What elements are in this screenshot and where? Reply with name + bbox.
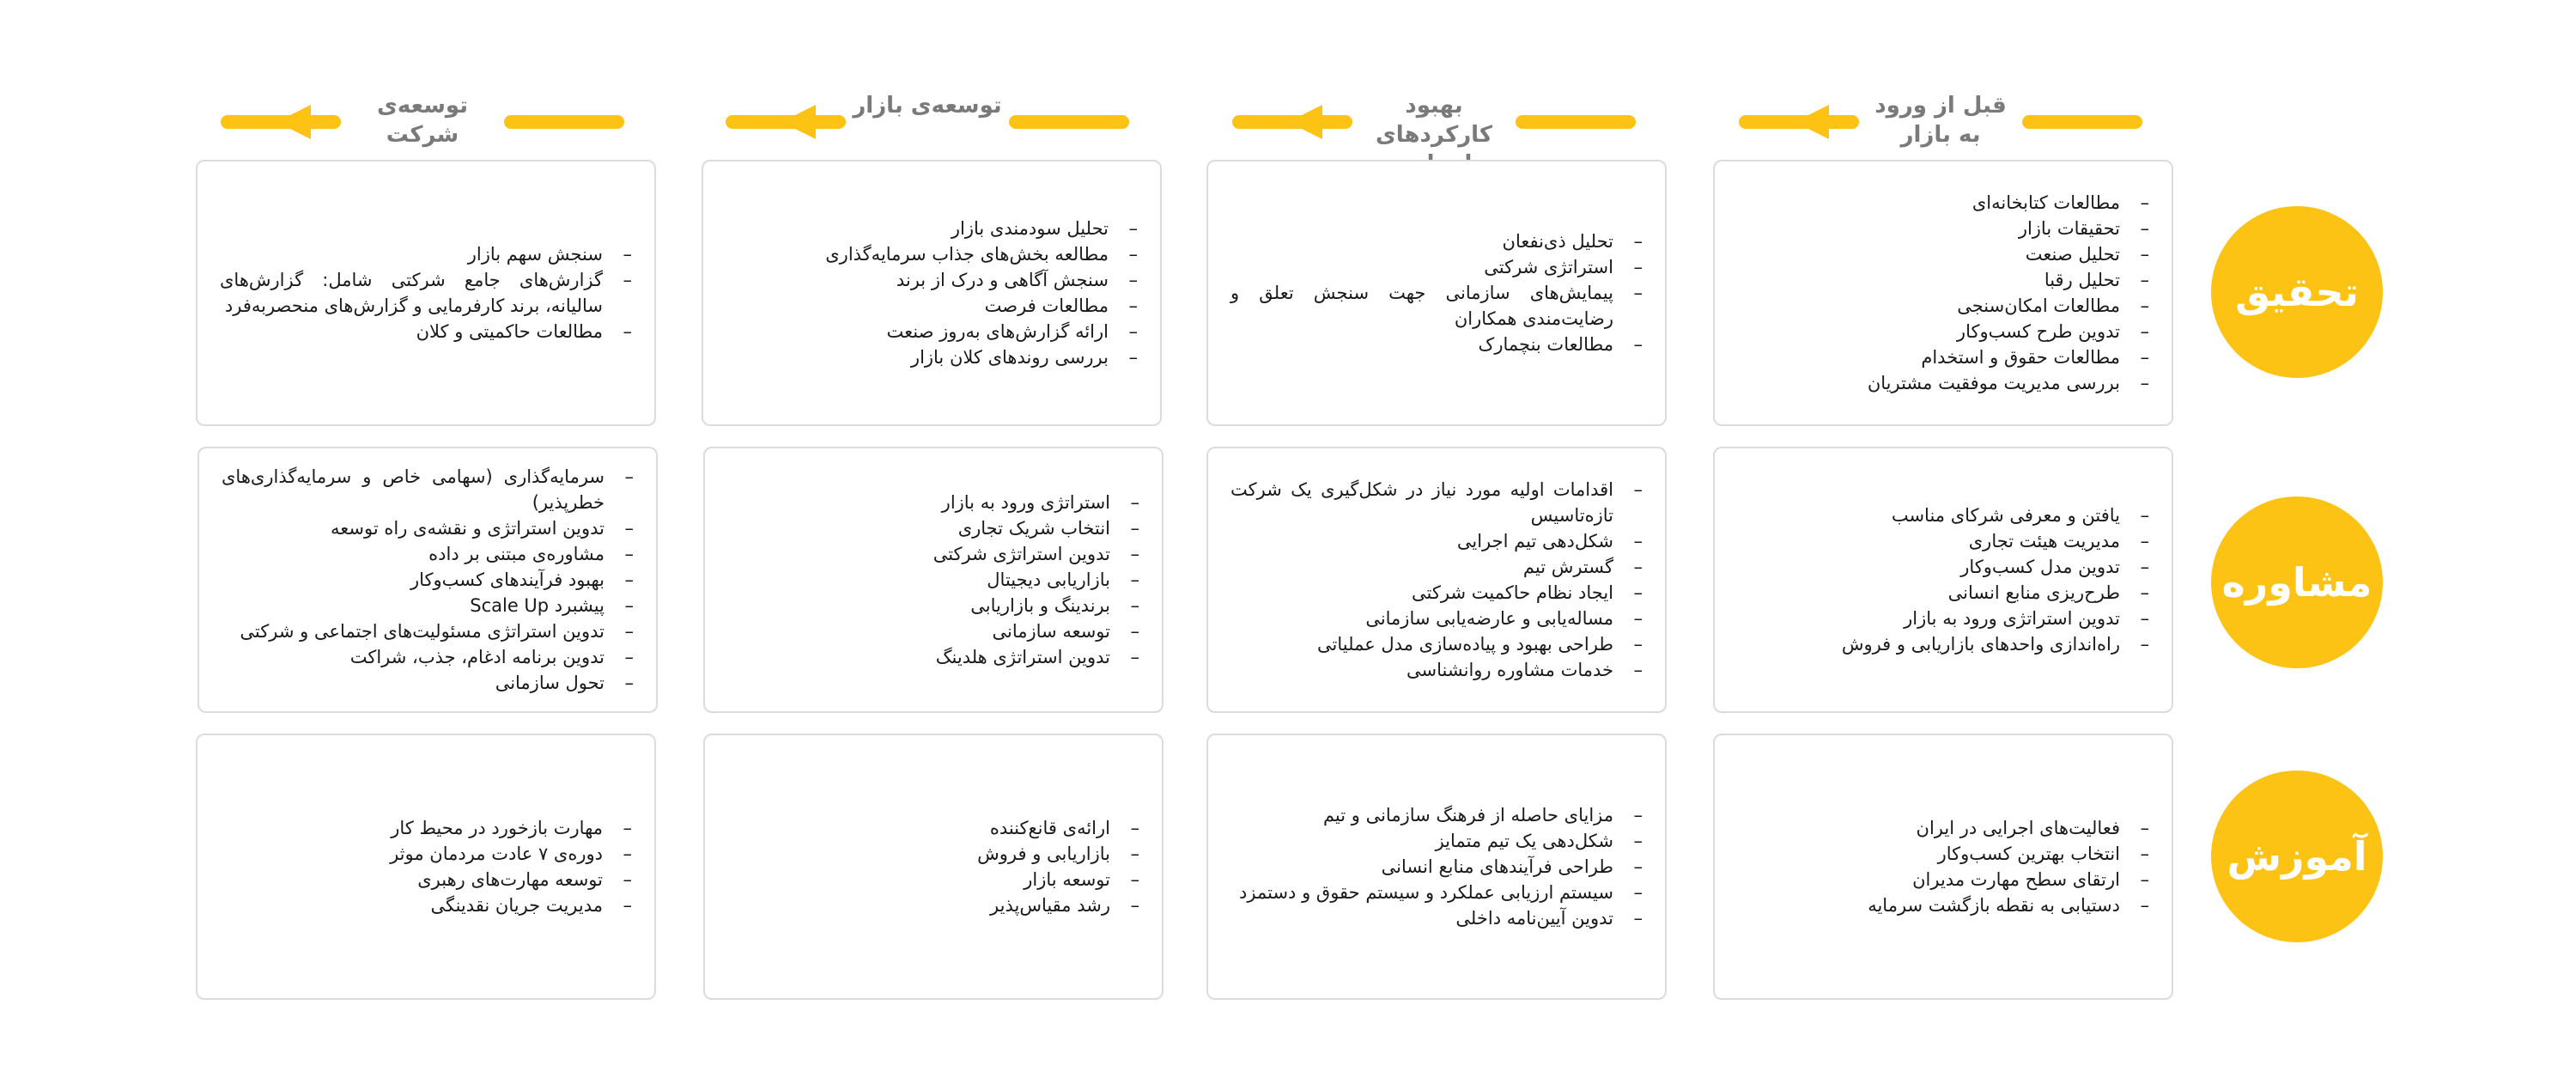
card-training-company-dev [196,734,656,1000]
item-list [1230,477,1643,683]
arrow-left-icon [781,105,816,139]
item-list [1737,503,2149,657]
card-consulting-market-dev [703,447,1163,713]
list-item: – تحلیل صنعت [1737,241,2149,267]
column-header-market-dev [713,86,1142,155]
list-item: – مطالعات امکان‌سنجی [1737,293,2149,319]
list-item: – تحلیل سودمندی بازار [726,216,1138,241]
item-list [1230,802,1643,931]
row-label-research: تحقیق [2211,206,2383,378]
card-research-operations [1206,160,1667,426]
list-item: – مدیریت جریان نقدینگی [220,892,632,918]
card-research-company-dev [196,160,656,426]
list-item: – پیشبرد Scale Up [222,593,634,618]
card-training-pre-market [1713,734,2173,1000]
column-title: توسعه‌ی شرکت [377,93,468,148]
list-item: – فعالیت‌های اجرایی در ایران [1737,815,2149,841]
list-item: – توسعه بازار [727,867,1139,892]
list-item: – مطالعات فرصت [726,293,1138,319]
list-item: – شکل‌دهی یک تیم متمایز [1230,828,1643,854]
arrow-tail [1009,115,1129,129]
list-item: – تدوین استراتژی هلدینگ [727,644,1139,670]
column-header-pre-market [1726,86,2155,155]
card-consulting-pre-market [1713,447,2173,713]
list-item: – دوره‌ی ۷ عادت مردمان موثر [220,841,632,867]
row-label-training: آموزش [2211,771,2383,942]
list-item: – پیمایش‌های سازمانی جهت سنجش تعلق و رضایت‌مندی همکاران [1230,280,1643,332]
item-list [220,241,632,344]
list-item: – بررسی روندهای کلان بازار [726,344,1138,370]
list-item: – تدوین استراتژی و نقشه‌ی راه توسعه [222,515,634,541]
column-title: بهبود کارکردهای [1375,93,1493,148]
list-item: – توسعه مهارت‌های رهبری [220,867,632,892]
list-item: – مشاوره‌ی مبتنی بر داده [222,541,634,567]
item-list [220,815,632,918]
list-item: – تدوین مدل کسب‌وکار [1737,554,2149,580]
card-consulting-company-dev [197,447,658,713]
list-item: – رشد مقیاس‌پذیر [727,892,1139,918]
item-list [727,815,1139,918]
list-item: – مزایای حاصله از فرهنگ سازمانی و تیم [1230,802,1643,828]
list-item: – ایجاد نظام حاکمیت شرکتی [1230,580,1643,606]
list-item: – مطالعات حاکمیتی و کلان [220,319,632,344]
list-item: – طرح‌ریزی منابع انسانی [1737,580,2149,606]
list-item: – تدوین طرح کسب‌وکار [1737,319,2149,344]
card-research-pre-market [1713,160,2173,426]
arrow-tail [2022,115,2142,129]
list-item: – تدوین استراتژی شرکتی [727,541,1139,567]
list-item: – مدیریت هیئت تجاری [1737,528,2149,554]
item-list [726,216,1138,370]
list-item: – بازاریابی دیجیتال [727,567,1139,593]
list-item: – بهبود فرآیندهای کسب‌وکار [222,567,634,593]
list-item: – گزارش‌های جامع شرکتی شامل: گزارش‌های سالیانه، برند کارفرمایی و گزارش‌های منحصربه‌فرد [220,267,632,319]
list-item: – استراتژی شرکتی [1230,254,1643,280]
row-label-consulting: مشاوره [2211,496,2383,668]
list-item: – ارتقای سطح مهارت مدیران [1737,867,2149,892]
list-item: – ارائه‌ی قانع‌کننده [727,815,1139,841]
card-consulting-operations [1206,447,1667,713]
arrow-left-icon [1288,105,1322,139]
list-item: – تدوین استراتژی ورود به بازار [1737,606,2149,631]
list-item: – سرمایه‌گذاری (سهامی خاص و سرمایه‌گذاری‌های خطرپذیر) [222,464,634,515]
item-list [222,464,634,696]
column-header-company-dev [208,86,637,155]
list-item: – مطالعه بخش‌های جذاب سرمایه‌گذاری [726,241,1138,267]
list-item: – تدوین برنامه ادغام، جذب، شراکت [222,644,634,670]
arrow-tail [504,115,624,129]
list-item: – مطالعات بنچمارک [1230,332,1643,357]
list-item: – طراحی فرآیندهای منابع انسانی [1230,854,1643,880]
list-item: – شکل‌دهی تیم اجرایی [1230,528,1643,554]
list-item: – سنجش آگاهی و درک از برند [726,267,1138,293]
arrow-left-icon [276,105,311,139]
list-item: – تحلیل ذی‌نفعان [1230,228,1643,254]
item-list [727,490,1139,670]
arrow-left-icon [1795,105,1829,139]
list-item: – سنجش سهم بازار [220,241,632,267]
list-item: – مطالعات حقوق و استخدام [1737,344,2149,370]
list-item: – اقدامات اولیه مورد نیاز در شکل‌گیری یک شرکت تازه‌تاسیس [1230,477,1643,528]
list-item: – طراحی بهبود و پیاده‌سازی مدل عملیاتی [1230,631,1643,657]
list-item: – مهارت بازخورد در محیط کار [220,815,632,841]
list-item: – انتخاب شریک تجاری [727,515,1139,541]
card-research-market-dev [702,160,1162,426]
item-list [1737,815,2149,918]
item-list [1230,228,1643,357]
list-item: – مطالعات کتابخانه‌ای [1737,190,2149,216]
list-item: – بازاریابی و فروش [727,841,1139,867]
list-item: – گسترش تیم [1230,554,1643,580]
card-training-operations [1206,734,1667,1000]
column-title: توسعه‌ی بازار [853,93,1002,119]
column-header-operations [1219,86,1649,155]
list-item: – تحقیقات بازار [1737,216,2149,241]
list-item: – توسعه سازمانی [727,618,1139,644]
list-item: – سیستم ارزیابی عملکرد و سیستم حقوق و دستمزد [1230,880,1643,905]
list-item: – خدمات مشاوره روانشناسی [1230,657,1643,683]
list-item: – تحول سازمانی [222,670,634,696]
item-list [1737,190,2149,396]
list-item: – استراتژی ورود به بازار [727,490,1139,515]
list-item: – تدوین استراتژی مسئولیت‌های اجتماعی و شرکتی [222,618,634,644]
column-title: قبل از ورود به بازار [1874,93,2007,148]
list-item: – بررسی مدیریت موفقیت مشتریان [1737,370,2149,396]
list-item: – تحلیل رقبا [1737,267,2149,293]
card-training-market-dev [703,734,1163,1000]
list-item: – مساله‌یابی و عارضه‌یابی سازمانی [1230,606,1643,631]
list-item: – ارائه گزارش‌های به‌روز صنعت [726,319,1138,344]
list-item: – یافتن و معرفی شرکای مناسب [1737,503,2149,528]
list-item: – انتخاب بهترین کسب‌وکار [1737,841,2149,867]
list-item: – دستیابی به نقطه بازگشت سرمایه [1737,892,2149,918]
list-item: – برندینگ و بازاریابی [727,593,1139,618]
list-item: – راه‌اندازی واحدهای بازاریابی و فروش [1737,631,2149,657]
arrow-tail [1516,115,1636,129]
list-item: – تدوین آیین‌نامه داخلی [1230,905,1643,931]
